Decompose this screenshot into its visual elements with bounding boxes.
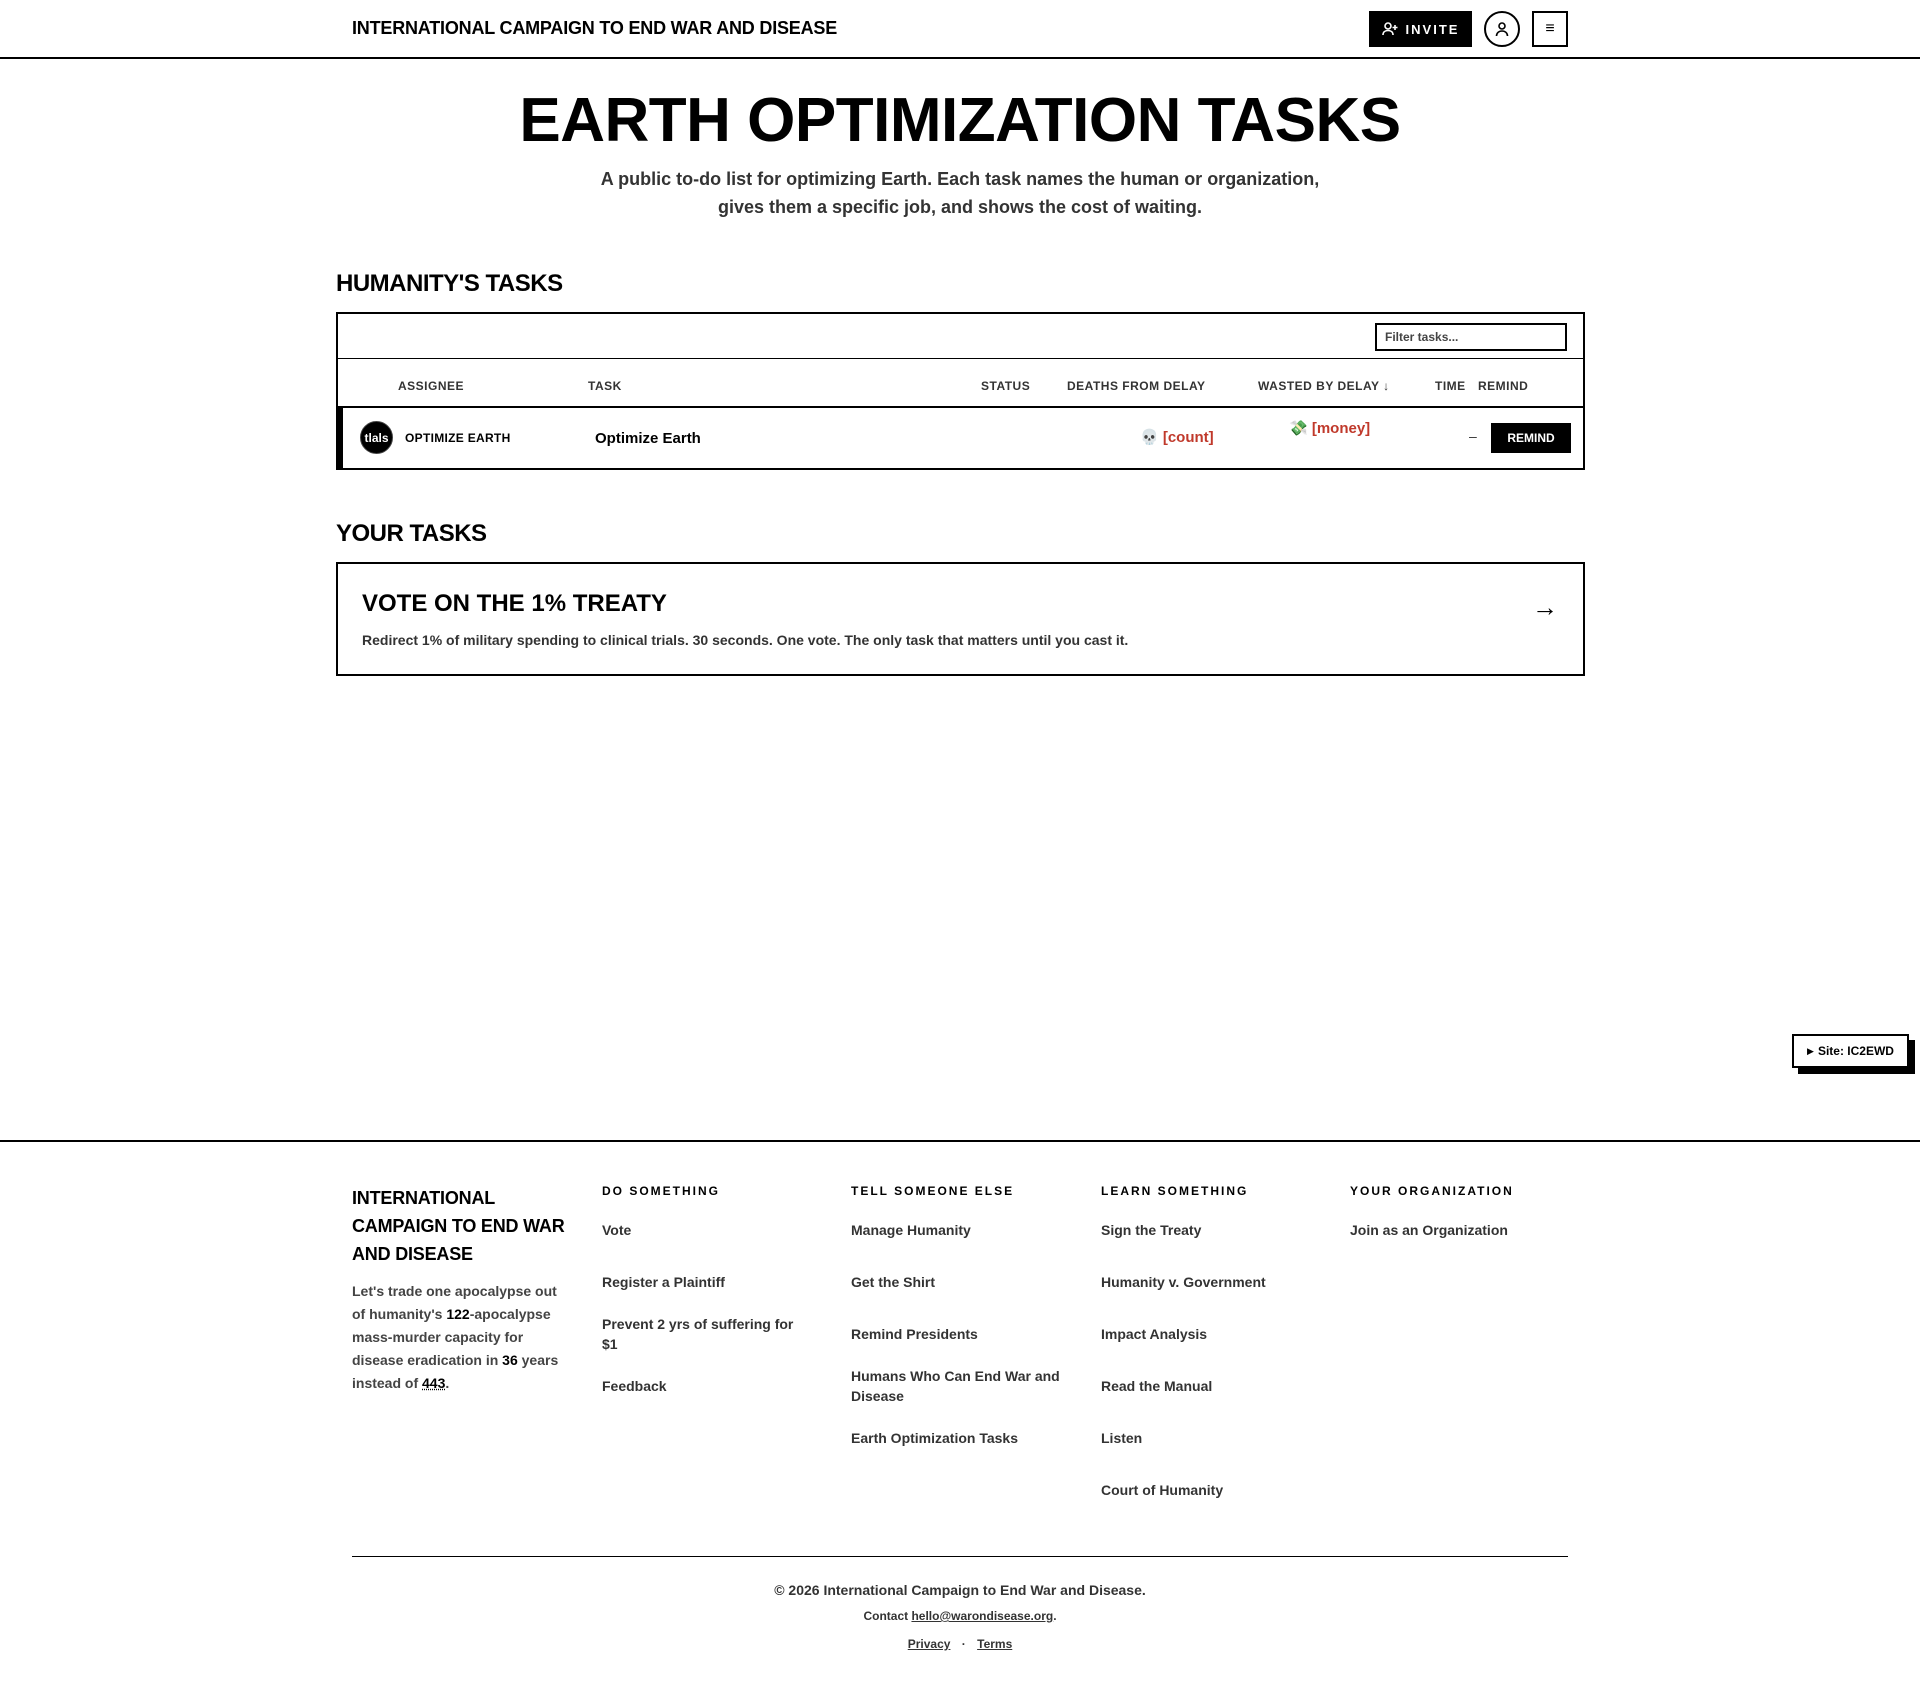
footer-column-tell-someone-else: [851, 1184, 1066, 1448]
copyright: © 2026 International Campaign to End War and Disease.: [774, 1582, 1146, 1598]
legal-links: [0, 1637, 1920, 1651]
add-user-icon: [1382, 21, 1398, 37]
invite-label: INVITE: [1405, 21, 1460, 37]
filter-bar: [338, 314, 1583, 359]
site-badge[interactable]: [1792, 1034, 1909, 1068]
footer-column-do-something: [602, 1184, 817, 1396]
footer-link-humanity-v-government[interactable]: Humanity v. Government: [1101, 1274, 1266, 1290]
account-button[interactable]: [1484, 11, 1520, 47]
contact-line: [0, 1609, 1920, 1623]
footer-brand: INTERNATIONAL CAMPAIGN TO END WAR AND DISEASE: [352, 1188, 565, 1264]
column-header-task[interactable]: TASK: [588, 379, 622, 393]
footer-link-remind-presidents[interactable]: Remind Presidents: [851, 1326, 978, 1342]
footer-link-manage-humanity[interactable]: Manage Humanity: [851, 1222, 971, 1238]
invite-button[interactable]: [1369, 11, 1472, 47]
footer-link-listen[interactable]: Listen: [1101, 1430, 1143, 1446]
column-header-assignee[interactable]: ASSIGNEE: [398, 379, 465, 393]
tagline-text: Let's trade one apocalypse out of humanity's: [352, 1283, 557, 1322]
footer-column-learn-something: [1101, 1184, 1316, 1500]
footer-link-prevent-suffering[interactable]: Prevent 2 yrs of suffering for $1: [602, 1316, 794, 1352]
contact-email-link[interactable]: hello@warondisease.org: [911, 1609, 1054, 1623]
contact-suffix: .: [1053, 1609, 1057, 1623]
site-header: [0, 0, 1920, 59]
task-name[interactable]: Optimize Earth: [595, 430, 701, 447]
humanity-tasks-heading: HUMANITY'S TASKS: [336, 270, 563, 297]
time-value: –: [1469, 428, 1477, 444]
footer-column-heading: YOUR ORGANIZATION: [1350, 1184, 1514, 1198]
page-subtitle: A public to-do list for optimizing Earth. Each task names the human or organization, gives them a specific job, and shows the cost of waiting.: [600, 169, 1320, 217]
table-row[interactable]: [338, 408, 1583, 468]
remind-button[interactable]: REMIND: [1491, 423, 1571, 453]
footer-column-heading: TELL SOMEONE ELSE: [851, 1184, 1015, 1198]
tagline-apocalypse-count: 122: [446, 1306, 470, 1322]
footer-link-read-manual[interactable]: Read the Manual: [1101, 1378, 1213, 1394]
privacy-link[interactable]: Privacy: [907, 1637, 951, 1651]
treaty-card-description: Redirect 1% of military spending to clinical trials. 30 seconds. One vote. The only task that matters until you cast it.: [362, 632, 1129, 648]
site-badge-label: Site: IC2EWD: [1817, 1044, 1894, 1058]
footer-link-impact-analysis[interactable]: Impact Analysis: [1101, 1326, 1208, 1342]
menu-button[interactable]: [1532, 11, 1568, 47]
assignee-name[interactable]: OPTIMIZE EARTH: [405, 431, 511, 445]
footer-link-get-shirt[interactable]: Get the Shirt: [851, 1274, 936, 1290]
tagline-text: years instead of: [352, 1352, 559, 1391]
terms-link[interactable]: Terms: [977, 1637, 1013, 1651]
footer-link-earth-optimization-tasks[interactable]: Earth Optimization Tasks: [851, 1430, 1018, 1446]
hamburger-icon: ≡: [1545, 20, 1555, 37]
footer-divider: [352, 1556, 1568, 1557]
humanity-tasks-table: [336, 312, 1585, 470]
tagline-text: .: [445, 1375, 450, 1391]
avatar: tlals: [360, 421, 393, 454]
column-header-wasted[interactable]: WASTED BY DELAY ↓: [1258, 379, 1390, 393]
filter-tasks-input[interactable]: [1375, 323, 1567, 351]
footer-link-humans-who-can[interactable]: Humans Who Can End War and Disease: [851, 1368, 1060, 1404]
site-brand[interactable]: INTERNATIONAL CAMPAIGN TO END WAR AND DISEASE: [352, 18, 838, 38]
tagline-years-slow: 443: [422, 1375, 446, 1391]
footer-link-sign-treaty[interactable]: Sign the Treaty: [1101, 1222, 1202, 1238]
footer-column-heading: DO SOMETHING: [602, 1184, 721, 1198]
site-footer: [0, 1140, 1920, 1691]
wasted-by-delay-value: 💸 [money]: [1289, 420, 1371, 437]
footer-column-your-organization: [1350, 1184, 1565, 1240]
user-icon: [1494, 21, 1510, 37]
column-header-time[interactable]: TIME: [1435, 379, 1466, 393]
your-tasks-heading: YOUR TASKS: [336, 520, 487, 547]
column-header-deaths[interactable]: DEATHS FROM DELAY: [1067, 379, 1206, 393]
legal-separator: ·: [961, 1637, 966, 1651]
deaths-from-delay-value: 💀 [count]: [1140, 429, 1214, 446]
footer-column-heading: LEARN SOMETHING: [1101, 1184, 1249, 1198]
page-title: EARTH OPTIMIZATION TASKS: [519, 86, 1401, 155]
footer-tagline: [352, 1280, 562, 1395]
table-header: [338, 359, 1583, 408]
vote-treaty-card[interactable]: [336, 562, 1585, 676]
column-header-status[interactable]: STATUS: [981, 379, 1031, 393]
column-header-remind: REMIND: [1478, 379, 1529, 393]
footer-link-register-plaintiff[interactable]: Register a Plaintiff: [602, 1274, 725, 1290]
footer-link-court-of-humanity[interactable]: Court of Humanity: [1101, 1482, 1224, 1498]
tagline-years-fast: 36: [502, 1352, 518, 1368]
treaty-card-title: VOTE ON THE 1% TREATY: [362, 590, 667, 617]
arrow-right-icon: →: [1532, 592, 1558, 622]
contact-prefix: Contact: [863, 1609, 912, 1623]
footer-link-join-organization[interactable]: Join as an Organization: [1350, 1222, 1508, 1238]
tagline-text: -apocalypse mass-murder capacity for disease eradication in: [352, 1306, 551, 1368]
triangle-right-icon: ▶: [1807, 1045, 1814, 1056]
footer-link-vote[interactable]: Vote: [602, 1222, 632, 1238]
footer-link-feedback[interactable]: Feedback: [602, 1378, 667, 1394]
